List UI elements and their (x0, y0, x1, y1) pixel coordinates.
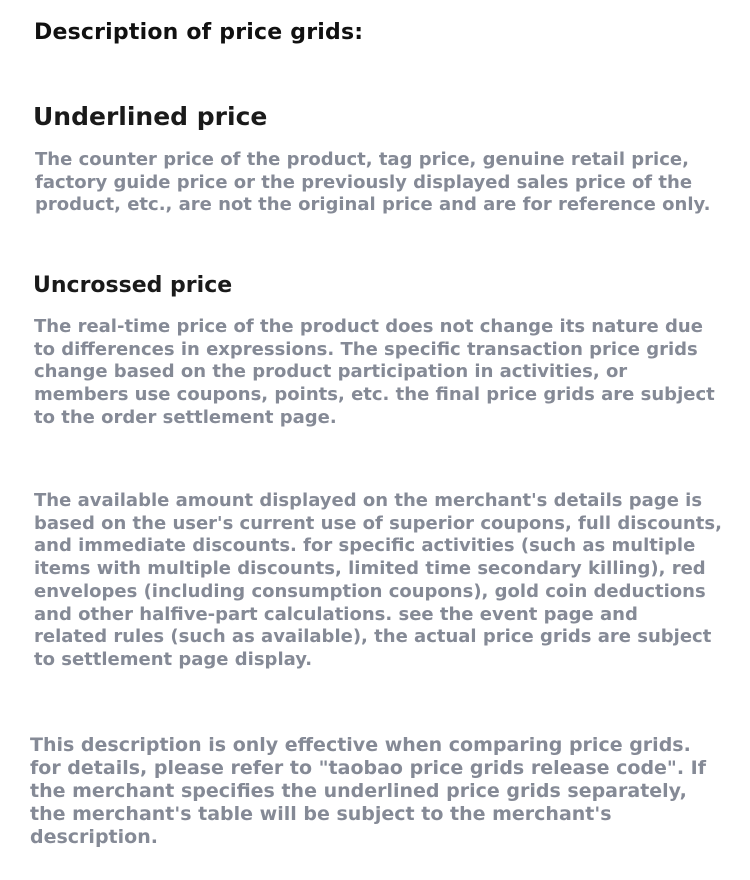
text-line: to differences in expressions. The specific transaction price grids (34, 338, 698, 360)
text-line: members use coupons, points, etc. the final price grids are subject (34, 384, 715, 406)
text-line: for details, please refer to "taobao price grids release code". If (30, 757, 706, 779)
text-line: description. (30, 826, 158, 848)
text-line: related rules (such as available), the actual price grids are subject (34, 626, 712, 648)
section-heading-uncrossed-price: Uncrossed price (33, 273, 233, 298)
text-line: the merchant's table will be subject to the merchant's (30, 803, 612, 825)
available-amount-note (34, 490, 722, 672)
text-line: and immediate discounts. for specific activities (such as multiple (34, 535, 696, 557)
page-title: Description of price grids: (34, 20, 364, 45)
text-line: product, etc., are not the original price and are for reference only. (35, 194, 711, 216)
text-line: factory guide price or the previously displayed sales price of the (35, 171, 693, 193)
text-line: change based on the product participation in activities, or (34, 361, 628, 383)
text-line: envelopes (including consumption coupons), gold coin deductions (34, 580, 706, 602)
text-line: and other halfive-part calculations. see the event page and (34, 603, 638, 625)
text-line: to the order settlement page. (34, 406, 337, 428)
footer-description-note (30, 734, 706, 849)
text-line: The counter price of the product, tag price, genuine retail price, (35, 149, 689, 170)
uncrossed-price-description (34, 316, 715, 430)
text-line: The real-time price of the product does not change its nature due (34, 316, 703, 337)
text-line: to settlement page display. (34, 648, 313, 670)
section-heading-underlined-price: Underlined price (33, 102, 268, 131)
text-line: the merchant specifies the underlined price grids separately, (30, 780, 687, 802)
text-line: items with multiple discounts, limited time secondary killing), red (34, 558, 706, 580)
text-line: based on the user's current use of superior coupons, full discounts, (34, 512, 722, 534)
text-line: The available amount displayed on the merchant's details page is (34, 490, 703, 511)
underlined-price-description (35, 149, 710, 217)
text-line: This description is only effective when comparing price grids. (30, 734, 691, 756)
